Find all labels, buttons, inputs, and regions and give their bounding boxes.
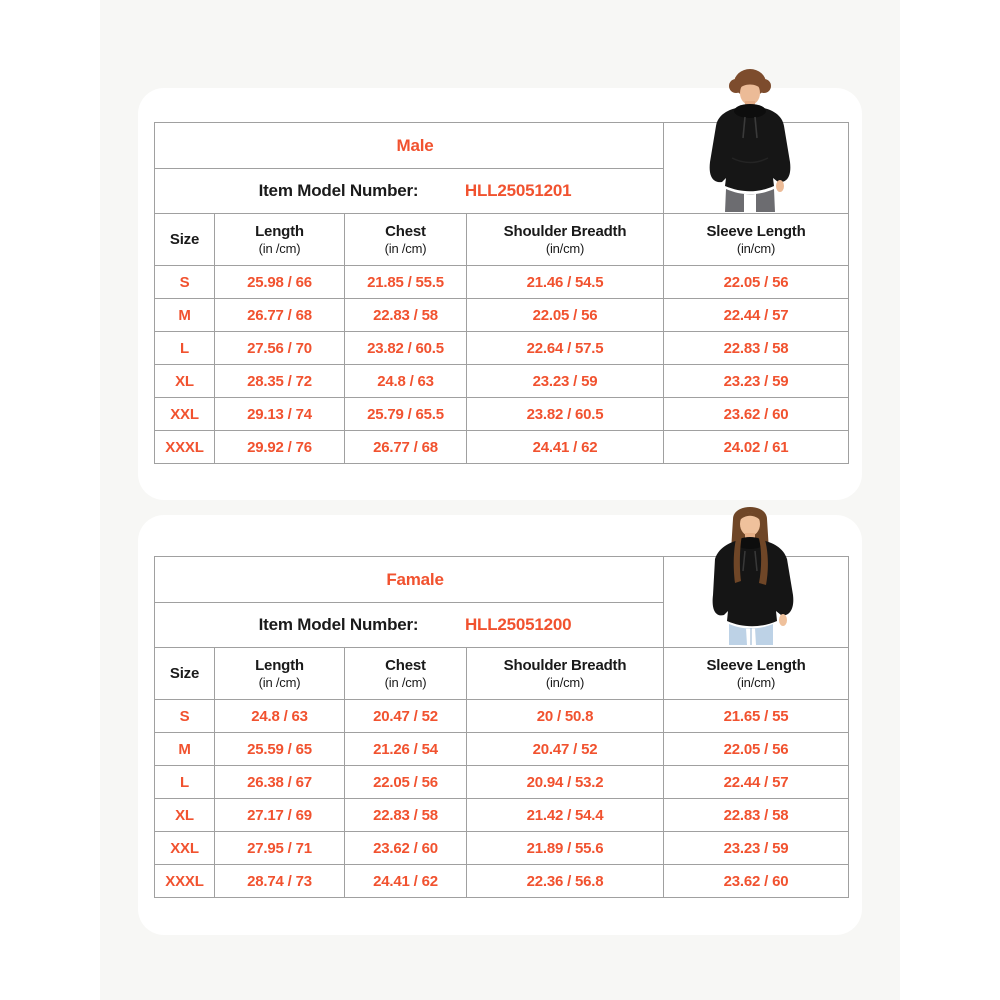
size-cell: XXL [155,832,215,865]
shoulder-value-cell: 22.36 / 56.8 [467,865,664,898]
chest-value-cell: 22.83 / 58 [345,799,467,832]
shoulder-value-cell: 20.47 / 52 [467,733,664,766]
chest-value-cell: 21.85 / 55.5 [345,266,467,299]
table-row [155,431,849,464]
shoulder-value-cell: 22.64 / 57.5 [467,332,664,365]
table-row [155,266,849,299]
table-row [155,123,849,169]
gray-content-panel [100,0,900,1000]
shoulder-value-cell: 24.41 / 62 [467,431,664,464]
shoulder-value-cell: 20 / 50.8 [467,700,664,733]
length-value-cell: 29.92 / 76 [215,431,345,464]
column-header: Size [155,648,215,700]
column-header: Chest (in /cm) [345,648,467,700]
female-size-table [154,556,849,898]
male-size-table [154,122,849,464]
shoulder-value-cell: 22.05 / 56 [467,299,664,332]
chest-value-cell: 23.62 / 60 [345,832,467,865]
size-cell: M [155,733,215,766]
sleeve-value-cell: 22.83 / 58 [664,332,849,365]
column-header-row [155,214,849,266]
length-value-cell: 25.59 / 65 [215,733,345,766]
size-cell: S [155,266,215,299]
sleeve-value-cell: 23.23 / 59 [664,365,849,398]
shoulder-value-cell: 21.46 / 54.5 [467,266,664,299]
shoulder-value-cell: 23.23 / 59 [467,365,664,398]
size-chart-card-female [138,515,862,935]
item-model-value: HLL25051200 [464,615,572,634]
item-model-label: Item Model Number: [258,181,419,200]
shoulder-value-cell: 21.42 / 54.4 [467,799,664,832]
size-cell: M [155,299,215,332]
item-model-label: Item Model Number: [258,615,419,634]
shoulder-value-cell: 21.89 / 55.6 [467,832,664,865]
size-cell: XL [155,799,215,832]
chest-value-cell: 24.8 / 63 [345,365,467,398]
sleeve-value-cell: 22.44 / 57 [664,766,849,799]
table-row [155,557,849,603]
chest-value-cell: 22.05 / 56 [345,766,467,799]
size-cell: XXL [155,398,215,431]
item-model-value: HLL25051201 [464,181,572,200]
model-photo-cell [664,123,849,214]
column-header: Shoulder Breadth (in/cm) [467,214,664,266]
sleeve-value-cell: 22.05 / 56 [664,733,849,766]
sleeve-value-cell: 22.05 / 56 [664,266,849,299]
sleeve-value-cell: 22.44 / 57 [664,299,849,332]
column-header: Chest (in /cm) [345,214,467,266]
column-header: Shoulder Breadth (in/cm) [467,648,664,700]
size-chart-card-male [138,88,862,500]
table-row [155,766,849,799]
size-cell: S [155,700,215,733]
sleeve-value-cell: 23.23 / 59 [664,832,849,865]
length-value-cell: 25.98 / 66 [215,266,345,299]
column-header: Sleeve Length (in/cm) [664,648,849,700]
length-value-cell: 27.17 / 69 [215,799,345,832]
size-cell: XXXL [155,865,215,898]
length-value-cell: 27.95 / 71 [215,832,345,865]
size-cell: L [155,766,215,799]
gender-label: Male [155,123,664,169]
length-value-cell: 26.77 / 68 [215,299,345,332]
chest-value-cell: 20.47 / 52 [345,700,467,733]
chest-value-cell: 22.83 / 58 [345,299,467,332]
size-cell: L [155,332,215,365]
chest-value-cell: 25.79 / 65.5 [345,398,467,431]
table-row [155,733,849,766]
column-header: Length (in /cm) [215,214,345,266]
table-row [155,799,849,832]
table-row [155,332,849,365]
length-value-cell: 28.74 / 73 [215,865,345,898]
length-value-cell: 24.8 / 63 [215,700,345,733]
item-model-row [155,169,664,214]
shoulder-value-cell: 23.82 / 60.5 [467,398,664,431]
table-row [155,700,849,733]
length-value-cell: 27.56 / 70 [215,332,345,365]
sleeve-value-cell: 22.83 / 58 [664,799,849,832]
sleeve-value-cell: 24.02 / 61 [664,431,849,464]
chest-value-cell: 24.41 / 62 [345,865,467,898]
gender-label: Famale [155,557,664,603]
chest-value-cell: 26.77 / 68 [345,431,467,464]
table-row [155,365,849,398]
chest-value-cell: 23.82 / 60.5 [345,332,467,365]
table-row [155,865,849,898]
column-header: Size [155,214,215,266]
length-value-cell: 29.13 / 74 [215,398,345,431]
table-row [155,398,849,431]
table-row [155,299,849,332]
column-header-row [155,648,849,700]
table-row [155,832,849,865]
shoulder-value-cell: 20.94 / 53.2 [467,766,664,799]
sleeve-value-cell: 23.62 / 60 [664,865,849,898]
size-cell: XL [155,365,215,398]
model-photo-cell [664,557,849,648]
sleeve-value-cell: 23.62 / 60 [664,398,849,431]
size-cell: XXXL [155,431,215,464]
sleeve-value-cell: 21.65 / 55 [664,700,849,733]
column-header: Length (in /cm) [215,648,345,700]
item-model-row [155,603,664,648]
length-value-cell: 28.35 / 72 [215,365,345,398]
length-value-cell: 26.38 / 67 [215,766,345,799]
column-header: Sleeve Length (in/cm) [664,214,849,266]
chest-value-cell: 21.26 / 54 [345,733,467,766]
